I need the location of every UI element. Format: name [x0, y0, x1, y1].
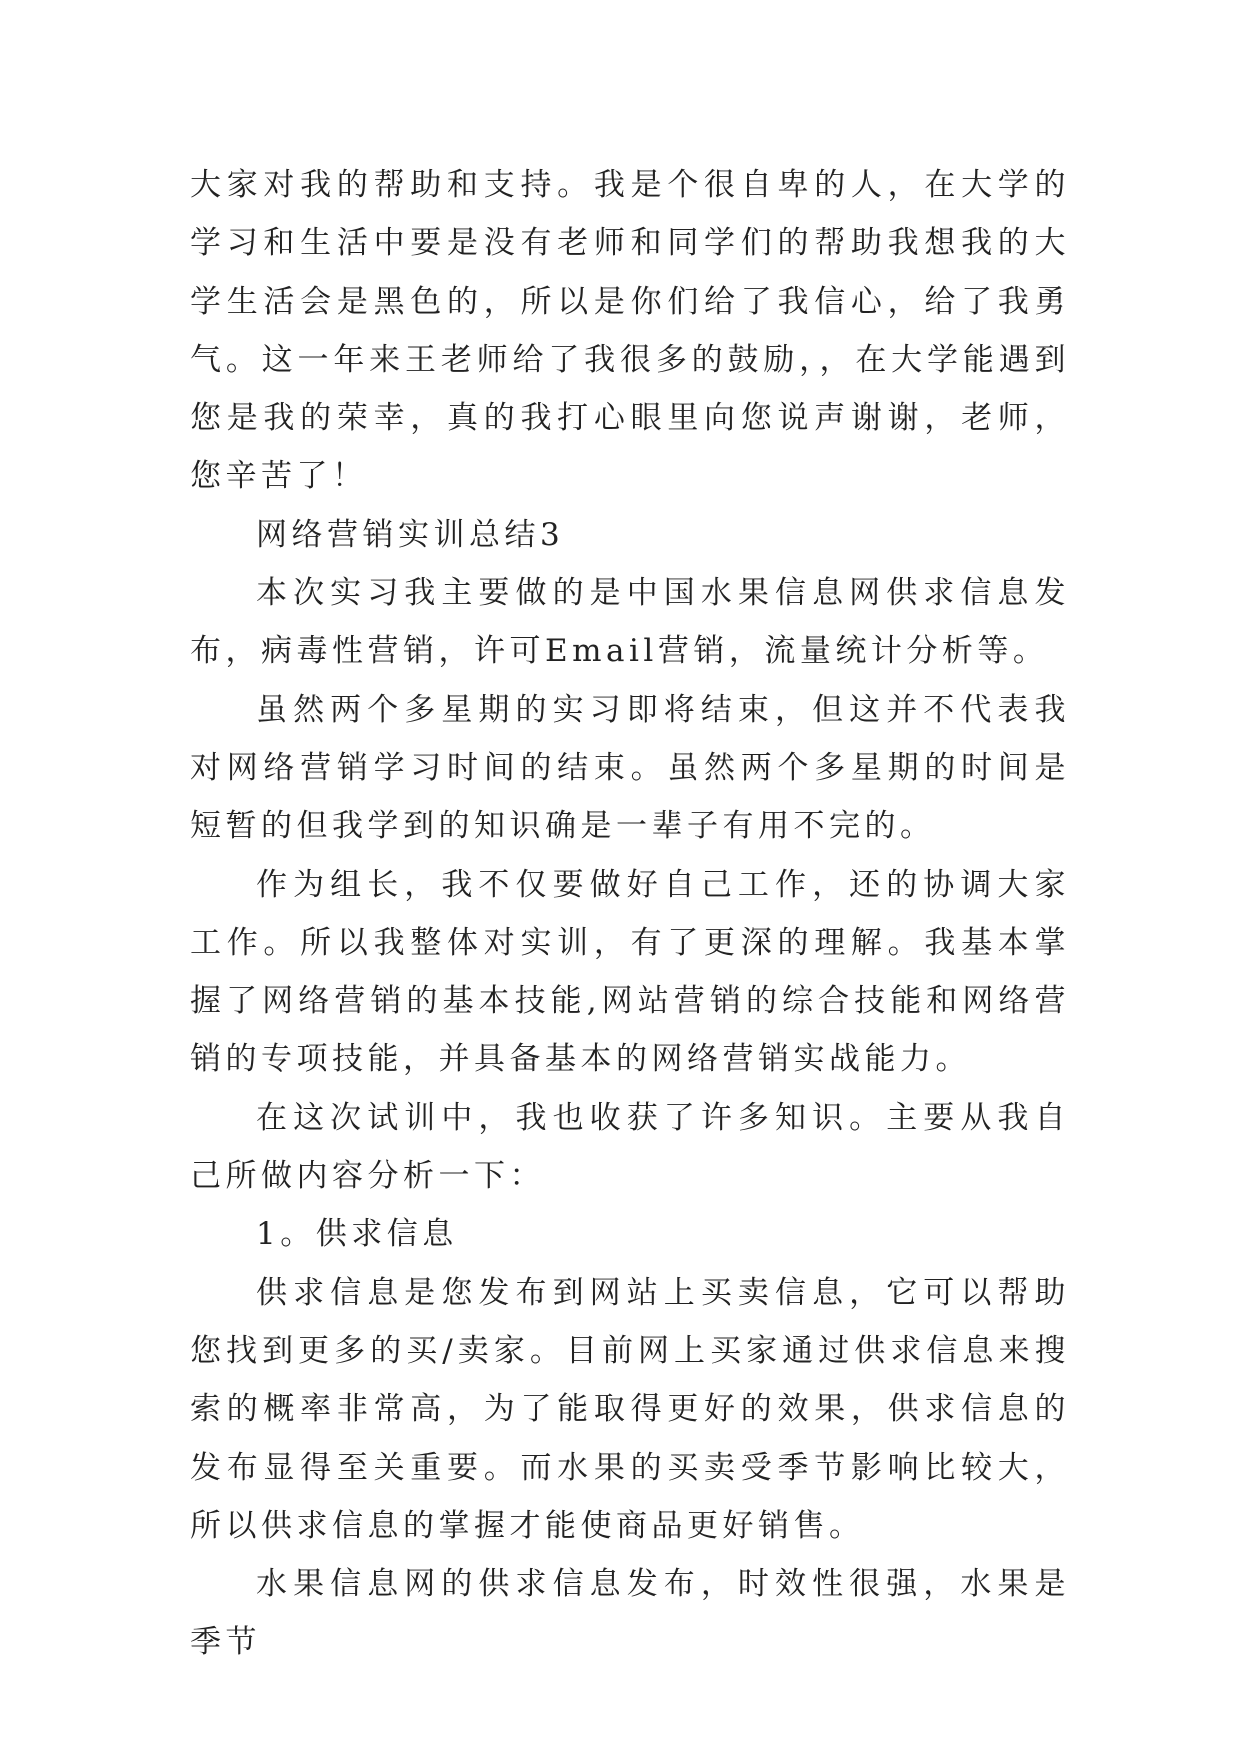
paragraph: 供求信息是您发布到网站上买卖信息，它可以帮助您找到更多的买/卖家。目前网上买家通过供求信息来搜索的概率非常高，为了能取得更好的效果，供求信息的发布显得至关重要。而水果的买卖受季节影响比较大，所以供求信息的掌握才能使商品更好销售。 — [190, 1274, 1070, 1544]
section-heading: 网络营销实训总结3 — [256, 516, 565, 553]
list-item-heading: 1。供求信息 — [256, 1216, 458, 1253]
paragraph: 本次实习我主要做的是中国水果信息网供求信息发布，病毒性营销，许可Email营销，流量统计分析等。 — [190, 575, 1070, 670]
document-body — [190, 156, 1070, 1672]
paragraph-continuation: 大家对我的帮助和支持。我是个很自卑的人，在大学的学习和生活中要是没有老师和同学们的帮助我想我的大学生活会是黑色的，所以是你们给了我信心，给了我勇气。这一年来王老师给了我很多的鼓励，，在大学能遇到您是我的荣幸，真的我打心眼里向您说声谢谢，老师，您辛苦了！ — [190, 167, 1070, 495]
paragraph: 在这次试训中，我也收获了许多知识。主要从我自己所做内容分析一下： — [190, 1099, 1070, 1195]
paragraph: 虽然两个多星期的实习即将结束，但这并不代表我对网络营销学习时间的结束。虽然两个多星期的时间是短暂的但我学到的知识确是一辈子有用不完的。 — [190, 691, 1070, 845]
paragraph: 作为组长，我不仅要做好自己工作，还的协调大家工作。所以我整体对实训，有了更深的理解。我基本掌握了网络营销的基本技能,网站营销的综合技能和网络营销的专项技能，并具备基本的网络营销实战能力。 — [190, 866, 1070, 1078]
paragraph: 水果信息网的供求信息发布，时效性很强，水果是季节 — [190, 1566, 1070, 1661]
